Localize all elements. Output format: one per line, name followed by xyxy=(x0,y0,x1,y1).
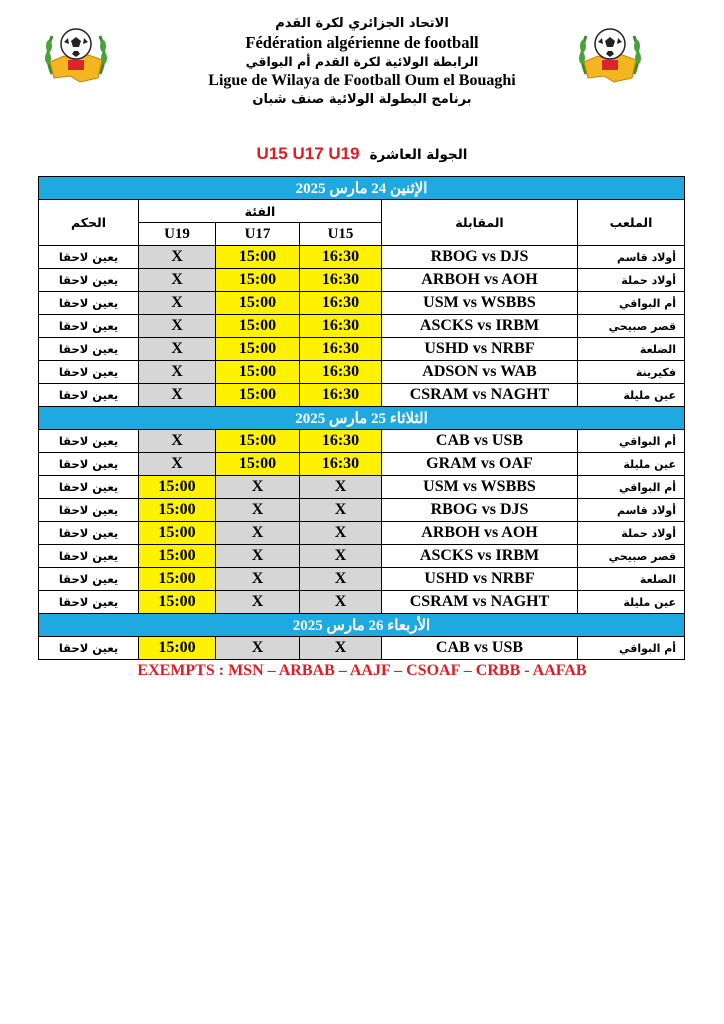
referee-cell: يعين لاحقا xyxy=(39,292,139,315)
column-header-row xyxy=(39,200,685,223)
match-cell: CSRAM vs NAGHT xyxy=(382,384,578,407)
referee-cell: يعين لاحقا xyxy=(39,499,139,522)
exempt-teams: EXEMPTS : MSN – ARBAB – AAJF – CSOAF – CRBB - AAFAB xyxy=(137,662,587,679)
u15-time-cell: X xyxy=(300,545,382,568)
u15-time-cell: 16:30 xyxy=(300,292,382,315)
table-row xyxy=(39,476,685,499)
day-label: الأربعاء 26 مارس 2025 xyxy=(39,614,685,637)
u19-time-cell: 15:00 xyxy=(139,568,216,591)
table-row xyxy=(39,384,685,407)
u19-time-cell: 15:00 xyxy=(139,591,216,614)
stadium-cell: عين مليلة xyxy=(578,384,685,407)
stadium-cell: عين مليلة xyxy=(578,591,685,614)
match-cell: RBOG vs DJS xyxy=(382,499,578,522)
u17-time-cell: X xyxy=(216,522,300,545)
stadium-cell: فكيرينة xyxy=(578,361,685,384)
federation-name-ar: الاتحاد الجزائري لكرة القدم xyxy=(275,16,449,31)
day-header-row xyxy=(39,407,685,430)
u15-time-cell: 16:30 xyxy=(300,361,382,384)
stadium-cell: الضلعة xyxy=(578,338,685,361)
stadium-cell: أولاد قاسم xyxy=(578,499,685,522)
referee-cell: يعين لاحقا xyxy=(39,545,139,568)
u19-time-cell: X xyxy=(139,338,216,361)
match-cell: USM vs WSBBS xyxy=(382,292,578,315)
u19-time-cell: X xyxy=(139,430,216,453)
table-row xyxy=(39,338,685,361)
day-label: الإثنين 24 مارس 2025 xyxy=(39,177,685,200)
u17-time-cell: X xyxy=(216,591,300,614)
table-row xyxy=(39,430,685,453)
u19-time-cell: X xyxy=(139,269,216,292)
match-cell: ARBOH vs AOH xyxy=(382,522,578,545)
col-header-u19: U19 xyxy=(139,223,216,246)
u15-time-cell: X xyxy=(300,637,382,660)
u17-time-cell: 15:00 xyxy=(216,338,300,361)
table-row xyxy=(39,246,685,269)
u19-time-cell: 15:00 xyxy=(139,637,216,660)
u19-time-cell: X xyxy=(139,315,216,338)
match-cell: CSRAM vs NAGHT xyxy=(382,591,578,614)
u17-time-cell: 15:00 xyxy=(216,246,300,269)
league-name-fr: Ligue de Wilaya de Football Oum el Bouaghi xyxy=(208,72,516,89)
table-row xyxy=(39,545,685,568)
u17-time-cell: 15:00 xyxy=(216,430,300,453)
referee-cell: يعين لاحقا xyxy=(39,338,139,361)
league-name-ar: الرابطة الولائية لكرة القدم أم البواقي xyxy=(245,54,479,69)
u19-time-cell: X xyxy=(139,292,216,315)
u17-time-cell: X xyxy=(216,568,300,591)
u15-time-cell: X xyxy=(300,476,382,499)
u19-time-cell: X xyxy=(139,384,216,407)
u17-time-cell: X xyxy=(216,545,300,568)
match-cell: ASCKS vs IRBM xyxy=(382,315,578,338)
referee-cell: يعين لاحقا xyxy=(39,384,139,407)
match-cell: ASCKS vs IRBM xyxy=(382,545,578,568)
referee-cell: يعين لاحقا xyxy=(39,315,139,338)
referee-cell: يعين لاحقا xyxy=(39,637,139,660)
stadium-cell: أولاد قاسم xyxy=(578,246,685,269)
u17-time-cell: 15:00 xyxy=(216,384,300,407)
u15-time-cell: 16:30 xyxy=(300,430,382,453)
u15-time-cell: 16:30 xyxy=(300,315,382,338)
stadium-cell: أولاد حملة xyxy=(578,269,685,292)
col-header-match: المقابلة xyxy=(382,200,578,246)
match-cell: CAB vs USB xyxy=(382,637,578,660)
stadium-cell: قصر صبيحي xyxy=(578,315,685,338)
day-header-row xyxy=(39,177,685,200)
stadium-cell: عين مليلة xyxy=(578,453,685,476)
schedule-table xyxy=(38,176,685,660)
table-row xyxy=(39,499,685,522)
u19-time-cell: X xyxy=(139,361,216,384)
col-header-u17: U17 xyxy=(216,223,300,246)
day-label: الثلاثاء 25 مارس 2025 xyxy=(39,407,685,430)
round-title xyxy=(0,144,724,164)
table-row xyxy=(39,568,685,591)
u19-time-cell: X xyxy=(139,453,216,476)
u15-time-cell: 16:30 xyxy=(300,384,382,407)
stadium-cell: أم البواقي xyxy=(578,476,685,499)
u17-time-cell: X xyxy=(216,499,300,522)
match-cell: CAB vs USB xyxy=(382,430,578,453)
referee-cell: يعين لاحقا xyxy=(39,568,139,591)
u17-time-cell: 15:00 xyxy=(216,453,300,476)
u15-time-cell: X xyxy=(300,568,382,591)
col-header-category: الفئة xyxy=(139,200,382,223)
match-cell: ADSON vs WAB xyxy=(382,361,578,384)
table-row xyxy=(39,591,685,614)
stadium-cell: أولاد حملة xyxy=(578,522,685,545)
u17-time-cell: 15:00 xyxy=(216,292,300,315)
stadium-cell: أم البواقي xyxy=(578,292,685,315)
u17-time-cell: X xyxy=(216,637,300,660)
u17-time-cell: X xyxy=(216,476,300,499)
table-row xyxy=(39,315,685,338)
referee-cell: يعين لاحقا xyxy=(39,246,139,269)
u17-time-cell: 15:00 xyxy=(216,269,300,292)
day-header-row xyxy=(39,614,685,637)
table-row xyxy=(39,361,685,384)
referee-cell: يعين لاحقا xyxy=(39,591,139,614)
document-header xyxy=(0,14,724,109)
u15-time-cell: 16:30 xyxy=(300,269,382,292)
u15-time-cell: 16:30 xyxy=(300,453,382,476)
referee-cell: يعين لاحقا xyxy=(39,476,139,499)
match-cell: USHD vs NRBF xyxy=(382,568,578,591)
u19-time-cell: X xyxy=(139,246,216,269)
federation-name-fr: Fédération algérienne de football xyxy=(245,33,479,52)
table-row xyxy=(39,637,685,660)
col-header-u15: U15 xyxy=(300,223,382,246)
u15-time-cell: 16:30 xyxy=(300,338,382,361)
match-cell: USHD vs NRBF xyxy=(382,338,578,361)
match-cell: GRAM vs OAF xyxy=(382,453,578,476)
stadium-cell: الضلعة xyxy=(578,568,685,591)
stadium-cell: أم البواقي xyxy=(578,637,685,660)
u15-time-cell: X xyxy=(300,522,382,545)
round-name: الجولة العاشرة xyxy=(369,147,468,163)
u19-time-cell: 15:00 xyxy=(139,476,216,499)
u15-time-cell: X xyxy=(300,499,382,522)
table-row xyxy=(39,292,685,315)
program-title-ar: برنامج البطولة الولائية صنف شبان xyxy=(252,92,472,107)
match-cell: USM vs WSBBS xyxy=(382,476,578,499)
u19-time-cell: 15:00 xyxy=(139,499,216,522)
u15-time-cell: X xyxy=(300,591,382,614)
table-row xyxy=(39,522,685,545)
referee-cell: يعين لاحقا xyxy=(39,453,139,476)
match-cell: RBOG vs DJS xyxy=(382,246,578,269)
col-header-referee: الحكم xyxy=(39,200,139,246)
u19-time-cell: 15:00 xyxy=(139,522,216,545)
u17-time-cell: 15:00 xyxy=(216,315,300,338)
u17-time-cell: 15:00 xyxy=(216,361,300,384)
referee-cell: يعين لاحقا xyxy=(39,430,139,453)
table-row xyxy=(39,269,685,292)
referee-cell: يعين لاحقا xyxy=(39,269,139,292)
col-header-stadium: الملعب xyxy=(578,200,685,246)
u15-time-cell: 16:30 xyxy=(300,246,382,269)
stadium-cell: أم البواقي xyxy=(578,430,685,453)
table-row xyxy=(39,453,685,476)
match-cell: ARBOH vs AOH xyxy=(382,269,578,292)
u19-time-cell: 15:00 xyxy=(139,545,216,568)
referee-cell: يعين لاحقا xyxy=(39,361,139,384)
referee-cell: يعين لاحقا xyxy=(39,522,139,545)
stadium-cell: قصر صبيحي xyxy=(578,545,685,568)
round-categories: U15 U17 U19 xyxy=(256,144,360,163)
